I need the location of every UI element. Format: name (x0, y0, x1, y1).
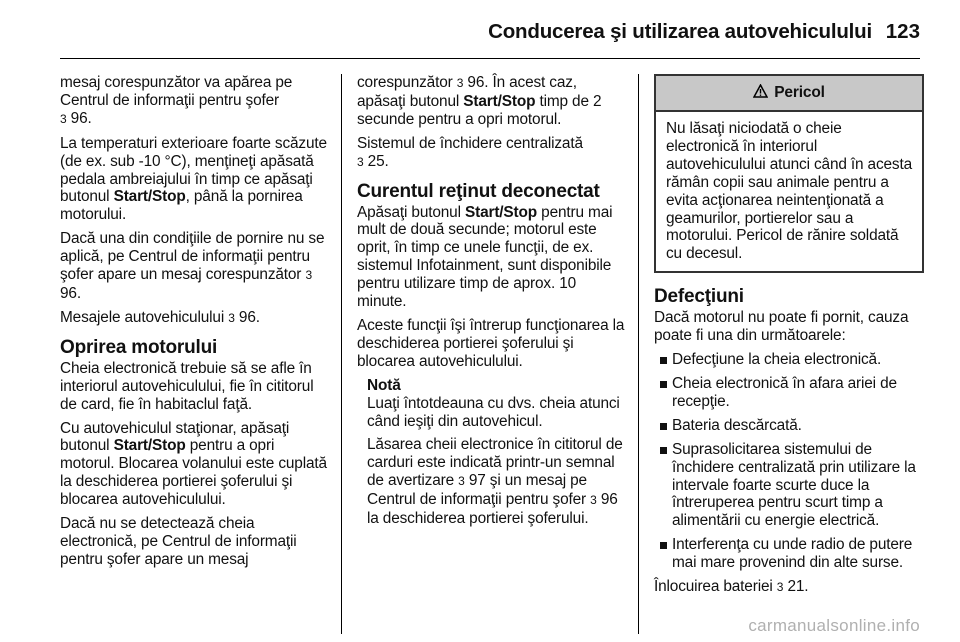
paragraph-text: Cu autovehiculul staţionar, apăsaţi butonul (60, 419, 290, 455)
bullet-icon (660, 542, 667, 549)
page-ref-icon: 3 (305, 268, 312, 283)
paragraph (60, 309, 328, 328)
note-block (357, 377, 627, 528)
paragraph-text: , până la pornirea motorului. (60, 188, 303, 224)
list-item (654, 351, 924, 369)
bullet-icon (660, 447, 667, 454)
warning-box (654, 74, 924, 273)
page-number: 123 (885, 20, 920, 43)
column-divider (638, 74, 639, 634)
paragraph-text: apăsaţi butonul (357, 92, 464, 110)
note-title: Notă (367, 376, 401, 394)
paragraph: Cheia electronică trebuie să se afle în interiorul autovehiculului, fie în cititorul de card, fie în habitaclul faţă. (60, 359, 314, 413)
warning-triangle-icon (753, 84, 772, 101)
bullet-icon (660, 423, 667, 430)
paragraph (60, 230, 328, 303)
paragraph (654, 578, 924, 597)
list-item (654, 536, 924, 572)
list-item-text: Bateria descărcată. (672, 416, 802, 434)
paragraph-text: mesaj pe Centrul de informaţii pentru şofer (367, 472, 587, 509)
paragraph (60, 74, 328, 129)
page-ref[interactable]: 96. (238, 308, 260, 326)
column-divider (341, 74, 342, 634)
list-item-text: Interferenţa cu unde radio de putere mai mare provenind din alte surse. (672, 536, 913, 572)
paragraph-text: La temperaturi exterioare foarte scăzute (de ex. sub -10 °C), menţineţi apăsată pedala ambreiajului în timp ce apăsaţi butonul (60, 134, 327, 206)
page-ref-icon: 3 (590, 493, 597, 508)
page-header (0, 0, 960, 58)
page-ref-icon: 3 (456, 76, 464, 90)
paragraph (357, 74, 627, 129)
page-ref-icon: 3 (228, 310, 235, 325)
page-ref[interactable]: 97 şi un (468, 472, 522, 490)
bullet-icon (660, 381, 667, 388)
warning-header (656, 76, 922, 112)
header-rule (60, 58, 920, 59)
page-ref-icon: 3 (458, 474, 465, 489)
paragraph-text: pentru mai mult de două secunde; motorul este oprit, în timp ce unele funcţii, de ex. sistemul Infotainment, sunt disponibile pentru utilizare timp de aprox. 10 minute. (357, 203, 613, 311)
paragraph-text: Lăsarea cheii electronice în cititorul de carduri este indicată printr-un semnal de avertizare (367, 436, 623, 490)
paragraph-text: Mesajele autovehiculului (60, 308, 225, 326)
button-name: Start/Stop (464, 203, 538, 221)
list-item (654, 441, 924, 531)
section-heading: Oprirea motorului (60, 336, 218, 358)
page-ref[interactable]: 25. (367, 152, 389, 170)
column-2 (357, 74, 627, 534)
warning-text: Nu lăsaţi niciodată o cheie electronică în interiorul autovehiculului atunci când în acesta rămân copii sau animale pentru a evita acţionarea neintenţionată a geamurilor, portierelor sau a motorului. Pericol de rănire soldată cu decesul. (666, 120, 912, 263)
paragraph (60, 135, 328, 225)
paragraph: Dacă motorul nu poate fi pornit, cauza poate fi una din următoarele: (654, 309, 909, 345)
page-ref[interactable]: 21. (787, 578, 809, 596)
paragraph-text: Dacă una din condiţiile de pornire nu se aplică, pe Centrul de informaţii pentru şofer apare un mesaj corespunzător (60, 230, 325, 284)
page-ref[interactable]: 96. (70, 109, 92, 127)
paragraph-text: mesaj corespunzător va apărea pe Centrul de informaţii pentru şofer (60, 74, 293, 109)
note-paragraph: Luaţi întotdeauna cu dvs. cheia atunci când ieşiţi din autovehicul. (367, 394, 620, 430)
list-item (654, 417, 924, 435)
paragraph: Dacă nu se detectează cheia electronică, pe Centrul de informaţii pentru şofer apare un mesaj (60, 515, 297, 568)
page-title: Conducerea şi utilizarea autovehiculului (488, 20, 872, 43)
column-3 (654, 74, 924, 603)
button-name: Start/Stop (113, 188, 186, 206)
watermark: carmanualsonline.info (748, 616, 920, 635)
note-paragraph (367, 436, 627, 528)
button-name: Start/Stop (463, 92, 536, 110)
warning-title: Pericol (774, 84, 825, 101)
page-ref-icon: 3 (357, 154, 364, 169)
cause-list (654, 351, 924, 572)
paragraph-text: pentru a opri motorul. Blocarea volanului este cuplată la deschiderea portierei şoferului şi blocarea autovehiculului. (60, 437, 327, 509)
paragraph (60, 420, 328, 510)
list-item-text: Defecţiune la cheia electronică. (672, 351, 882, 369)
paragraph-text: Apăsaţi butonul (357, 203, 465, 221)
list-item-text: Cheia electronică în afara ariei de recepţie. (672, 374, 897, 410)
column-1 (60, 74, 328, 575)
bullet-icon (660, 357, 667, 364)
paragraph: Aceste funcţii îşi întrerup funcţionarea la deschiderea portierei şoferului şi blocarea autovehiculului. (357, 316, 625, 370)
page-ref[interactable]: 96. (60, 284, 81, 302)
paragraph-text: corespunzător (357, 74, 453, 91)
page-ref-icon: 3 (60, 111, 67, 126)
page-ref[interactable]: 96 la deschiderea (367, 491, 618, 528)
paragraph (357, 204, 627, 311)
section-heading: Curentul reţinut deconectat (357, 180, 600, 202)
paragraph-text: Sistemul de închidere centralizată (357, 134, 583, 152)
page-ref-icon: 3 (776, 580, 784, 595)
list-item-text: Suprasolicitarea sistemului de închidere centralizată prin utilizare la intervale foarte scurte duce la întreruperea pentru scurt timp a alimentării cu energie electrică. (672, 440, 916, 530)
list-item (654, 375, 924, 411)
paragraph (357, 135, 627, 172)
section-heading: Defecţiuni (654, 286, 744, 308)
paragraph-text: portierei şoferului. (469, 510, 589, 528)
paragraph-text: Înlocuirea bateriei (654, 578, 773, 596)
page-ref[interactable]: 96. În acest caz, (467, 74, 577, 91)
paragraph-text: timp de 2 secunde pentru a opri motorul. (357, 92, 602, 128)
button-name: Start/Stop (113, 437, 186, 455)
